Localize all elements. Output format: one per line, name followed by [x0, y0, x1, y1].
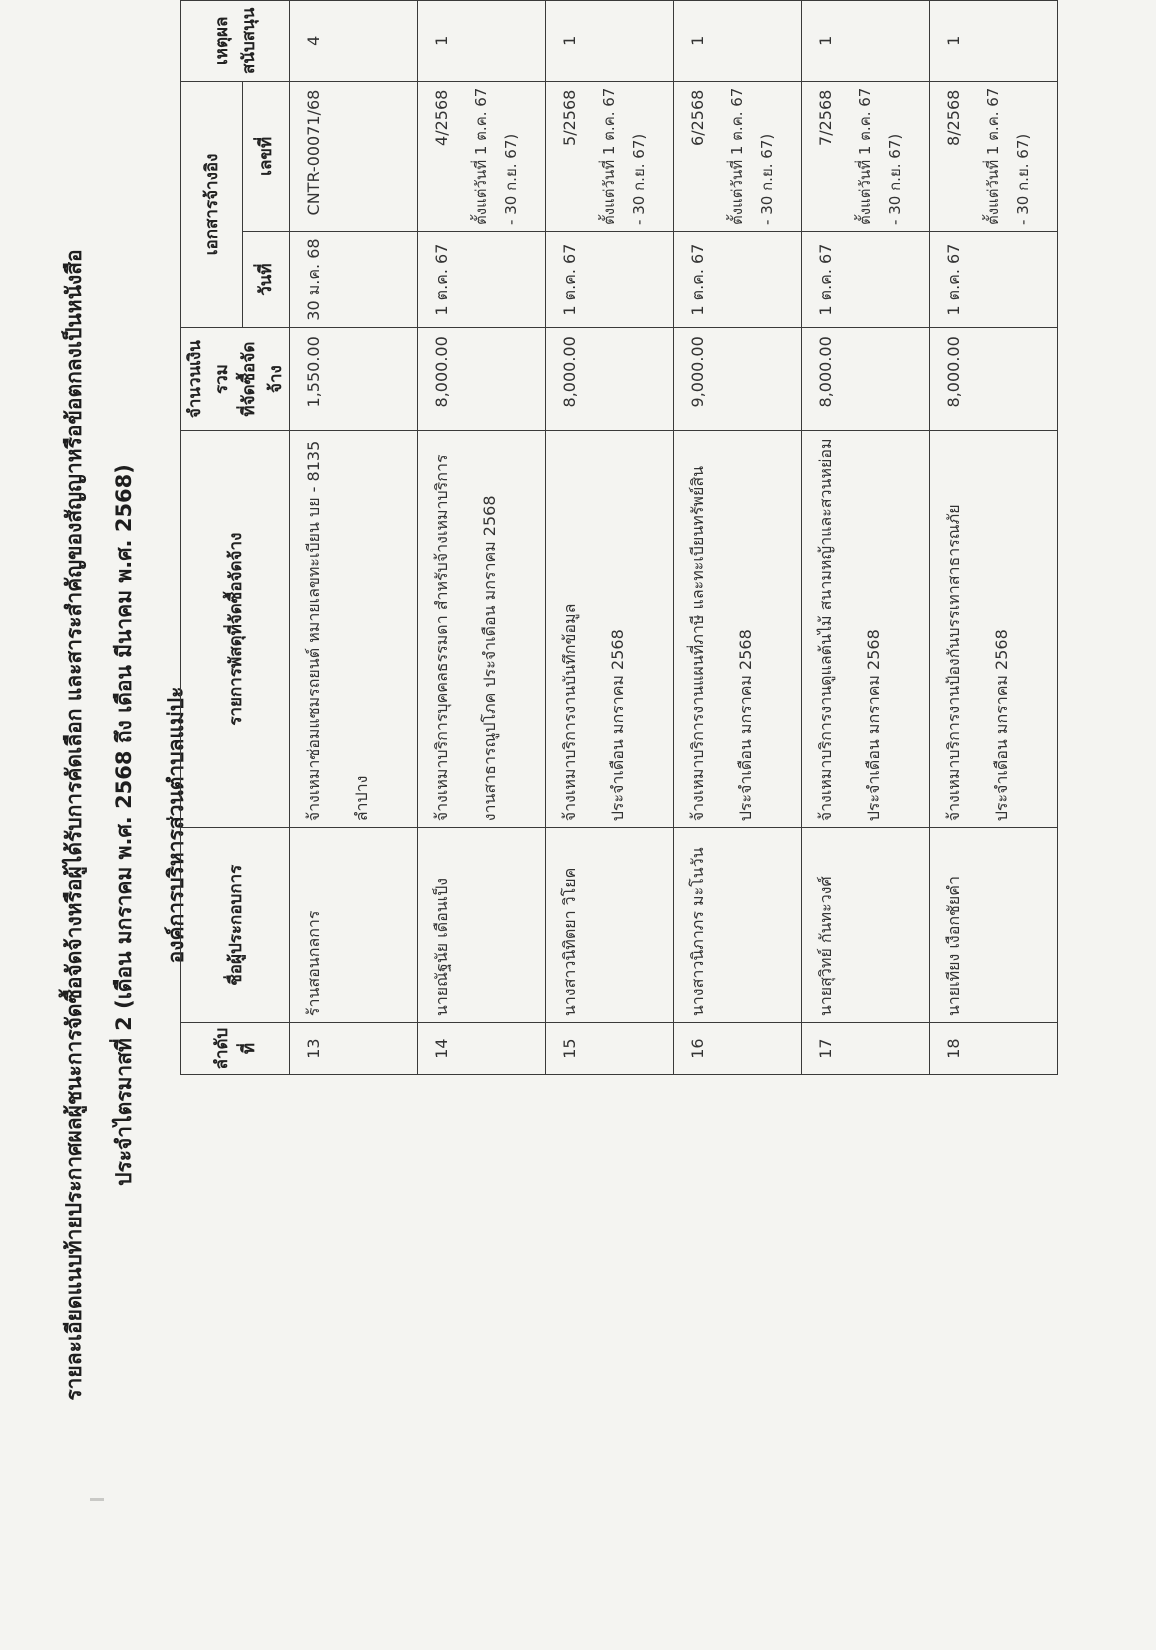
doc-title-line1: รายละเอียดแนบท้ายประกาศผลผู้ชนะการจัดซื้อจัดจ้างหรือผู้ได้รับการคัดเลือก และสาระสำคัญของสัญญาหรือข้อตกลงเป็นหนังสือ	[62, 249, 86, 1401]
cell-amount	[418, 328, 546, 431]
doc-title-line2: ประจำไตรมาสที่ 2 (เดือน มกราคม พ.ศ. 2568 ถึง เดือน มีนาคม พ.ศ. 2568)	[112, 464, 136, 1186]
cell-reason	[930, 1, 1058, 82]
cell-amount	[546, 328, 674, 431]
cell-date	[290, 231, 418, 327]
item-line1: จ้างเหมาบริการงานป้องกันบรรเทาสาธารณภัย	[944, 504, 963, 822]
ref-number: 4/2568	[432, 89, 451, 146]
date-value: 1 ต.ค. 67	[816, 243, 835, 316]
amount-value: 8,000.00	[560, 336, 579, 408]
row-number: 16	[688, 1038, 707, 1059]
cell-ref	[802, 81, 930, 231]
cell-item	[290, 430, 418, 827]
item-line1: จ้างเหมาบริการบุคคลธรรมดา สำหรับจ้างเหมาบริการ	[432, 454, 451, 822]
vendor-name: นายสุวิทย์ กันทะวงศ์	[816, 876, 835, 1017]
header-amount	[181, 328, 290, 431]
header-no: ลำดับที่	[181, 1023, 290, 1075]
ref-period-start: ตั้งแต่วันที่ 1 ต.ค. 67	[600, 87, 618, 225]
row-number: 17	[816, 1038, 835, 1059]
header-item: รายการพัสดุที่จัดซื้อจัดจ้าง	[181, 430, 290, 827]
vendor-name: นายเทียง เงือกชัยคำ	[944, 876, 963, 1017]
header-doc: เอกสารจ้างอิง	[181, 81, 243, 328]
item-line1: จ้างเหมาซ่อมแซมรถยนต์ หมายเลขทะเบียน บย - 8135	[304, 440, 323, 822]
vendor-name: นายณัฐนัย เดือนเป็ง	[432, 877, 451, 1017]
cell-reason	[674, 1, 802, 82]
item-line2: งานสาธารณูปโภค ประจำเดือน มกราคม 2568	[480, 495, 499, 822]
doc-title-line3: องค์การบริหารส่วนตำบลแม่ปะ	[164, 686, 188, 964]
cell-amount	[802, 328, 930, 431]
date-value: 1 ต.ค. 67	[560, 243, 579, 316]
cell-item	[930, 430, 1058, 827]
ref-period-start: ตั้งแต่วันที่ 1 ต.ค. 67	[984, 87, 1002, 225]
ref-period-start: ตั้งแต่วันที่ 1 ต.ค. 67	[472, 87, 490, 225]
table-row	[546, 1, 674, 1075]
cell-date	[418, 231, 546, 327]
cell-ref	[546, 81, 674, 231]
amount-value: 8,000.00	[816, 336, 835, 408]
reason-code: 1	[944, 35, 963, 46]
row-number: 15	[560, 1038, 579, 1059]
amount-value: 8,000.00	[944, 336, 963, 408]
item-line1: จ้างเหมาบริการงานดูแลต้นไม้ สนามหญ้าและสวนหย่อม	[816, 438, 835, 822]
cell-reason	[546, 1, 674, 82]
date-value: 1 ต.ค. 67	[688, 243, 707, 316]
scan-mark	[90, 1498, 104, 1501]
ref-period-end: - 30 ก.ย. 67)	[630, 133, 648, 225]
reason-code: 1	[816, 35, 835, 46]
item-line2: ประจำเดือน มกราคม 2568	[608, 629, 627, 822]
cell-vendor	[546, 828, 674, 1023]
table-row	[802, 1, 930, 1075]
cell-item	[802, 430, 930, 827]
table-row	[290, 1, 418, 1075]
ref-period-end: - 30 ก.ย. 67)	[1014, 133, 1032, 225]
item-line1: จ้างเหมาบริการงานแผนที่ภาษี และทะเบียนทรัพย์สิน	[688, 465, 707, 822]
date-value: 1 ต.ค. 67	[432, 243, 451, 316]
cell-date	[802, 231, 930, 327]
item-line2: ประจำเดือน มกราคม 2568	[864, 629, 883, 822]
ref-number: 6/2568	[688, 89, 707, 146]
cell-reason	[290, 1, 418, 82]
cell-no	[418, 1023, 546, 1075]
cell-reason	[418, 1, 546, 82]
item-line2: ประจำเดือน มกราคม 2568	[992, 629, 1011, 822]
cell-amount	[930, 328, 1058, 431]
cell-no	[546, 1023, 674, 1075]
cell-vendor	[290, 828, 418, 1023]
cell-vendor	[418, 828, 546, 1023]
cell-date	[930, 231, 1058, 327]
cell-no	[802, 1023, 930, 1075]
amount-value: 8,000.00	[432, 336, 451, 408]
cell-vendor	[930, 828, 1058, 1023]
vendor-name: นางสาวนิทิตยา วิโยค	[560, 867, 579, 1017]
cell-vendor	[674, 828, 802, 1023]
vendor-name: นางสาวนิภาภร มะโนวัน	[688, 847, 707, 1017]
cell-date	[674, 231, 802, 327]
reason-code: 1	[560, 35, 579, 46]
row-number: 13	[304, 1038, 323, 1059]
vendor-name: ร้านสอนกลการ	[304, 910, 323, 1017]
cell-ref	[290, 81, 418, 231]
cell-vendor	[802, 828, 930, 1023]
header-vendor: ชื่อผู้ประกอบการ	[181, 828, 290, 1023]
cell-no	[290, 1023, 418, 1075]
row-number: 18	[944, 1038, 963, 1059]
header-date: วันที่	[242, 231, 289, 327]
ref-period-end: - 30 ก.ย. 67)	[758, 133, 776, 225]
item-line2: ลำปาง	[352, 775, 371, 822]
ref-number: CNTR-00071/68	[304, 89, 323, 216]
amount-value: 9,000.00	[688, 336, 707, 408]
table-row	[418, 1, 546, 1075]
cell-amount	[290, 328, 418, 431]
cell-amount	[674, 328, 802, 431]
header-reason: เหตุผลสนับสนุน	[181, 1, 290, 82]
cell-no	[930, 1023, 1058, 1075]
cell-item	[546, 430, 674, 827]
cell-item	[674, 430, 802, 827]
cell-no	[674, 1023, 802, 1075]
table-row	[930, 1, 1058, 1075]
cell-item	[418, 430, 546, 827]
date-value: 1 ต.ค. 67	[944, 243, 963, 316]
reason-code: 1	[688, 35, 707, 46]
item-line2: ประจำเดือน มกราคม 2568	[736, 629, 755, 822]
cell-ref	[930, 81, 1058, 231]
ref-period-start: ตั้งแต่วันที่ 1 ต.ค. 67	[856, 87, 874, 225]
reason-code: 4	[304, 35, 323, 46]
ref-number: 8/2568	[944, 89, 963, 146]
date-value: 30 ม.ค. 68	[304, 238, 323, 321]
cell-ref	[674, 81, 802, 231]
ref-period-start: ตั้งแต่วันที่ 1 ต.ค. 67	[728, 87, 746, 225]
reason-code: 1	[432, 35, 451, 46]
procurement-table	[180, 0, 1058, 1075]
cell-date	[546, 231, 674, 327]
cell-reason	[802, 1, 930, 82]
header-amount-line2: ที่จัดซื้อจัดจ้าง	[239, 341, 286, 417]
header-amount-line1: จำนวนเงินรวม	[185, 340, 232, 419]
ref-period-end: - 30 ก.ย. 67)	[502, 133, 520, 225]
header-ref: เลขที่	[242, 81, 289, 231]
amount-value: 1,550.00	[304, 336, 323, 408]
ref-number: 5/2568	[560, 89, 579, 146]
item-line1: จ้างเหมาบริการงานบันทึกข้อมูล	[560, 603, 579, 822]
row-number: 14	[432, 1038, 451, 1059]
ref-period-end: - 30 ก.ย. 67)	[886, 133, 904, 225]
cell-ref	[418, 81, 546, 231]
ref-number: 7/2568	[816, 89, 835, 146]
table-row	[674, 1, 802, 1075]
